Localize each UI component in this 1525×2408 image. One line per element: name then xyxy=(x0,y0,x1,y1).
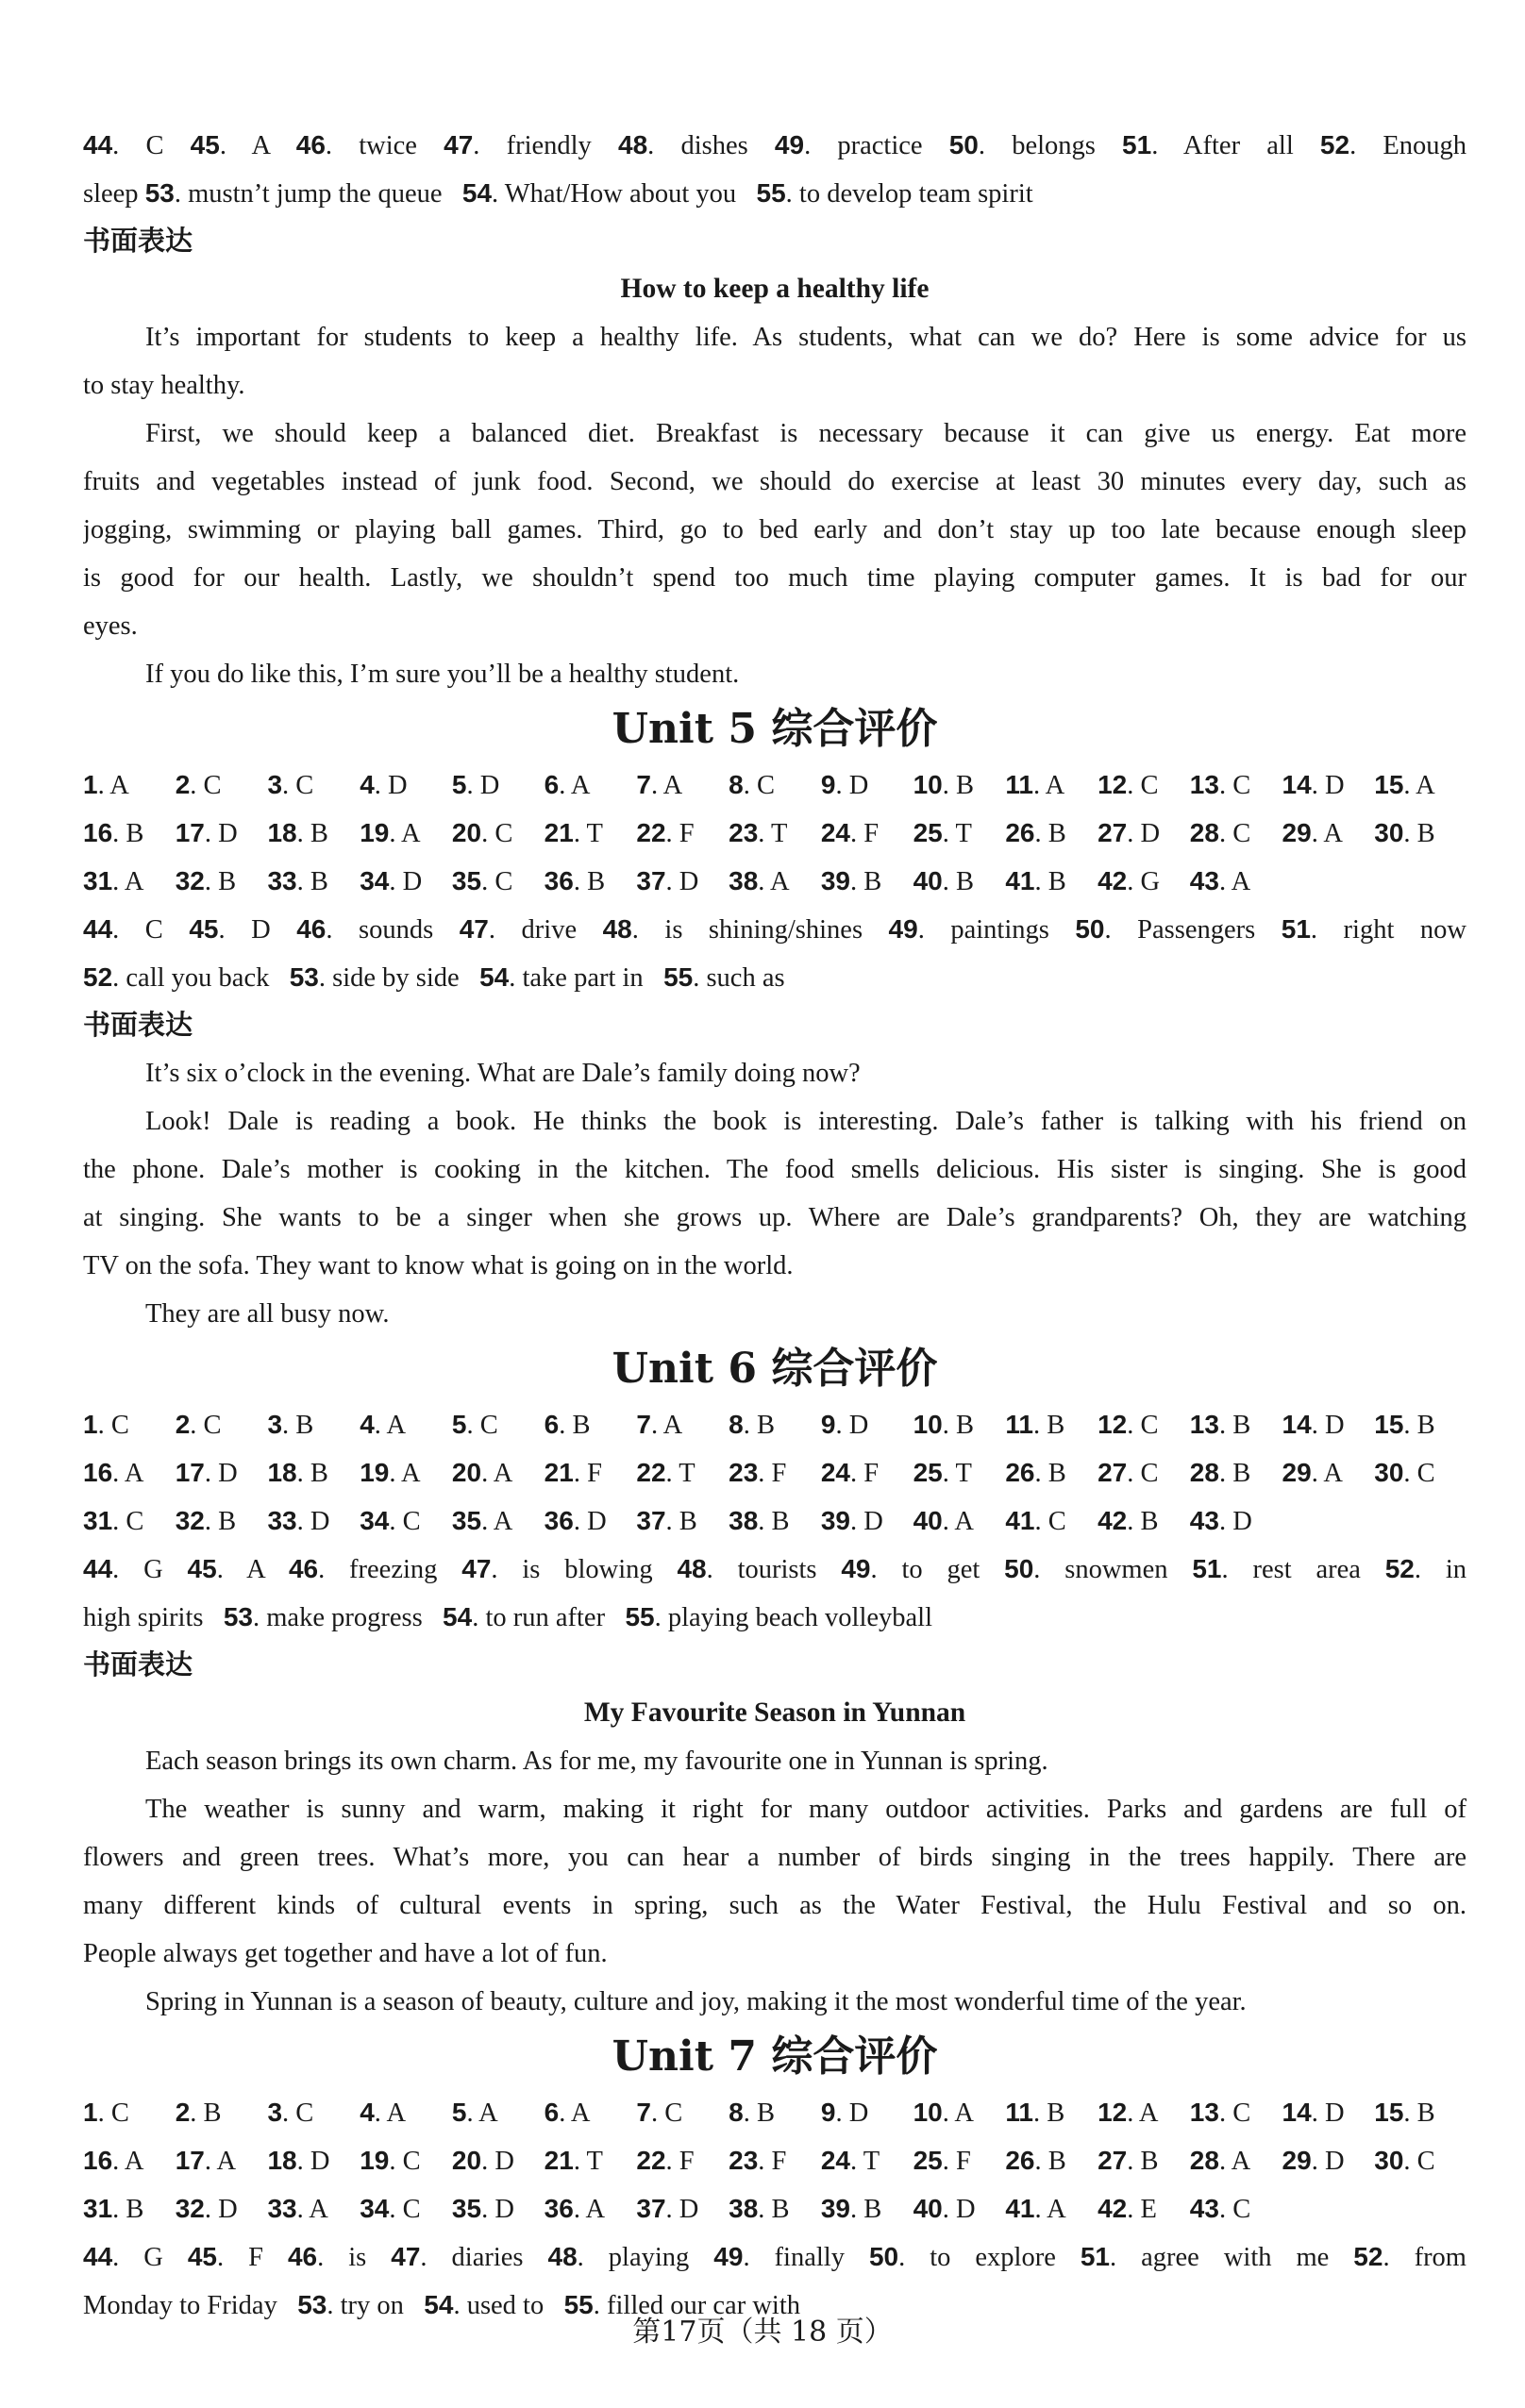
answer-item: 24. T xyxy=(820,2146,880,2176)
answer-item: 43. C xyxy=(1189,2194,1251,2224)
answer-item: 4. A xyxy=(360,1410,407,1440)
answers-row: sleep 53. mustn’t jump the queue 54. What/How about you 55. to develop team spirit xyxy=(83,178,1033,209)
answer-item: 35. D xyxy=(451,2194,514,2224)
answer-item: 3. C xyxy=(267,2098,314,2128)
essay-line: to stay healthy. xyxy=(83,371,245,400)
answer-item: 1. C xyxy=(83,2098,129,2128)
answers-row: 44. C 45. D 46. sounds 47. drive 48. is shining/shines 49. paintings 50. Passengers 51. right now xyxy=(83,914,1466,945)
answer-item: 11. A xyxy=(1005,770,1065,800)
answer-item: 4. D xyxy=(360,770,408,800)
essay-line: Spring in Yunnan is a season of beauty, culture and joy, making it the most wonderful time of the year. xyxy=(145,1987,1247,2016)
essay-line: jogging, swimming or playing ball games. Third, go to bed early and don’t stay up too late because enough sleep xyxy=(83,515,1466,544)
essay-body xyxy=(83,313,1466,698)
answer-item: 28. B xyxy=(1189,1458,1251,1488)
answer-item: 34. D xyxy=(360,866,423,896)
answer-item: 3. B xyxy=(267,1410,314,1440)
answer-item: 35. C xyxy=(451,866,513,896)
answer-item: 38. B xyxy=(729,1506,790,1536)
answer-item: 30. C xyxy=(1374,1458,1435,1488)
answers-row: 44. G 45. A 46. freezing 47. is blowing 48. tourists 49. to get 50. snowmen 51. rest area 52. in xyxy=(83,1554,1466,1584)
answer-item: 17. A xyxy=(175,2146,237,2176)
answer-item: 23. F xyxy=(729,2146,787,2176)
answer-item: 19. A xyxy=(360,818,421,848)
essay-body xyxy=(83,1737,1466,2026)
answer-item: 31. B xyxy=(83,2194,144,2224)
answer-item: 37. D xyxy=(636,2194,699,2224)
answer-item: 12. A xyxy=(1098,2098,1159,2128)
essay-line: flowers and green trees. What’s more, you can hear a number of birds singing in the trees happily. There are xyxy=(83,1843,1466,1872)
answer-grid xyxy=(83,1400,1466,1545)
answer-item: 23. F xyxy=(729,1458,787,1488)
answer-item: 37. D xyxy=(636,866,699,896)
answer-item: 41. B xyxy=(1005,866,1066,896)
answer-item: 5. C xyxy=(451,1410,498,1440)
answer-item: 25. T xyxy=(913,1458,972,1488)
answer-item: 31. C xyxy=(83,1506,144,1536)
answer-item: 39. D xyxy=(820,1506,883,1536)
answer-item: 12. C xyxy=(1098,770,1159,800)
answers-row: 44. C 45. A 46. twice 47. friendly 48. dishes 49. practice 50. belongs 51. After all 52. Enough xyxy=(83,130,1466,160)
answer-item: 36. D xyxy=(544,1506,607,1536)
answer-item: 4. A xyxy=(360,2098,407,2128)
answer-item: 23. T xyxy=(729,818,788,848)
answer-item: 8. C xyxy=(729,770,775,800)
essay-line: eyes. xyxy=(83,611,138,641)
answer-item: 21. T xyxy=(544,2146,603,2176)
answer-item: 26. B xyxy=(1005,2146,1066,2176)
answer-item: 25. T xyxy=(913,818,972,848)
essay-line: First, we should keep a balanced diet. Breakfast is necessary because it can give us energy. Eat more xyxy=(145,419,1466,448)
answer-item: 30. B xyxy=(1374,818,1435,848)
essay-line: many different kinds of cultural events in spring, such as the Water Festival, the Hulu Festival and so on. xyxy=(83,1891,1466,1920)
answer-item: 20. A xyxy=(451,1458,513,1488)
answer-item: 15. B xyxy=(1374,1410,1435,1440)
answer-item: 5. D xyxy=(451,770,500,800)
answer-item: 16. B xyxy=(83,818,144,848)
answer-item: 21. F xyxy=(544,1458,602,1488)
answer-item: 20. D xyxy=(451,2146,514,2176)
answer-item: 2. C xyxy=(175,770,222,800)
answer-item: 27. C xyxy=(1098,1458,1159,1488)
answer-item: 14. D xyxy=(1282,1410,1345,1440)
answer-item: 38. B xyxy=(729,2194,790,2224)
answers-row: high spirits 53. make progress 54. to run after 55. playing beach volleyball xyxy=(83,1602,933,1632)
essay-line: It’s important for students to keep a healthy life. As students, what can we do? Here is some advice for us xyxy=(145,323,1466,352)
answer-item: 24. F xyxy=(820,1458,880,1488)
answer-item: 19. A xyxy=(360,1458,421,1488)
answer-item: 9. D xyxy=(820,770,869,800)
answer-item: 34. C xyxy=(360,1506,421,1536)
answer-item: 36. A xyxy=(544,2194,606,2224)
answer-item: 13. C xyxy=(1189,2098,1251,2128)
essay-line: They are all busy now. xyxy=(145,1299,390,1329)
answer-item: 2. B xyxy=(175,2098,222,2128)
answer-item: 19. C xyxy=(360,2146,421,2176)
answer-item: 35. A xyxy=(451,1506,513,1536)
section-heading: 书面表达 xyxy=(83,225,193,257)
answer-item: 25. F xyxy=(913,2146,971,2176)
answer-item: 39. B xyxy=(820,2194,882,2224)
page-footer: 第17页（共 18 页） xyxy=(632,2316,893,2349)
answer-item: 41. C xyxy=(1005,1506,1066,1536)
answer-item: 14. D xyxy=(1282,2098,1345,2128)
answer-item: 6. B xyxy=(544,1410,591,1440)
answer-item: 40. A xyxy=(913,1506,975,1536)
essay-line: People always get together and have a lot of fun. xyxy=(83,1939,608,1968)
answer-grid xyxy=(83,761,1466,905)
section-heading: 书面表达 xyxy=(83,1648,193,1681)
answers-row: 52. call you back 53. side by side 54. take part in 55. such as xyxy=(83,962,785,993)
answer-item: 18. D xyxy=(267,2146,330,2176)
answer-item: 32. B xyxy=(175,1506,237,1536)
answer-item: 28. A xyxy=(1189,2146,1251,2176)
essay-line: Each season brings its own charm. As for me, my favourite one in Yunnan is spring. xyxy=(145,1747,1048,1776)
answer-item: 10. B xyxy=(913,1410,975,1440)
answer-item: 10. B xyxy=(913,770,975,800)
answer-item: 10. A xyxy=(913,2098,975,2128)
answer-item: 42. E xyxy=(1098,2194,1157,2224)
answer-item: 7. A xyxy=(636,1410,683,1440)
answer-item: 14. D xyxy=(1282,770,1345,800)
answer-item: 32. D xyxy=(175,2194,238,2224)
essay-line: The weather is sunny and warm, making it right for many outdoor activities. Parks and gardens are full of xyxy=(145,1795,1466,1824)
answer-item: 43. A xyxy=(1189,866,1251,896)
answer-item: 40. D xyxy=(913,2194,976,2224)
answer-item: 33. B xyxy=(267,866,328,896)
answer-item: 22. F xyxy=(636,818,695,848)
essay-line: If you do like this, I’m sure you’ll be a healthy student. xyxy=(145,660,740,689)
answer-item: 9. D xyxy=(820,1410,869,1440)
answer-item: 36. B xyxy=(544,866,606,896)
answer-item: 18. B xyxy=(267,1458,328,1488)
answer-item: 33. D xyxy=(267,1506,330,1536)
answer-item: 13. C xyxy=(1189,770,1251,800)
essay-title: How to keep a healthy life xyxy=(620,274,930,304)
unit-title: Unit 7 综合评价 xyxy=(612,2032,938,2081)
answer-item: 41. A xyxy=(1005,2194,1066,2224)
answer-item: 28. C xyxy=(1189,818,1251,848)
answer-item: 6. A xyxy=(544,770,591,800)
answer-item: 27. B xyxy=(1098,2146,1159,2176)
answer-item: 20. C xyxy=(451,818,513,848)
essay-line: TV on the sofa. They want to know what is going on in the world. xyxy=(83,1251,794,1280)
essay-line: the phone. Dale’s mother is cooking in the kitchen. The food smells delicious. His sister is singing. She is good xyxy=(83,1155,1466,1184)
answer-item: 7. A xyxy=(636,770,683,800)
answer-item: 29. A xyxy=(1282,1458,1343,1488)
answer-item: 43. D xyxy=(1189,1506,1252,1536)
answer-item: 22. F xyxy=(636,2146,695,2176)
answer-item: 39. B xyxy=(820,866,882,896)
answer-item: 7. C xyxy=(636,2098,683,2128)
answer-item: 30. C xyxy=(1374,2146,1435,2176)
answer-item: 16. A xyxy=(83,2146,144,2176)
essay-line: Look! Dale is reading a book. He thinks the book is interesting. Dale’s father is talking with his friend on xyxy=(145,1107,1466,1136)
answer-item: 5. A xyxy=(451,2098,498,2128)
answer-item: 1. C xyxy=(83,1410,129,1440)
answer-item: 11. B xyxy=(1005,1410,1065,1440)
answer-item: 42. G xyxy=(1098,866,1161,896)
answer-item: 34. C xyxy=(360,2194,421,2224)
answer-item: 3. C xyxy=(267,770,314,800)
essay-body xyxy=(83,1049,1466,1338)
answer-item: 8. B xyxy=(729,1410,775,1440)
answer-item: 24. F xyxy=(820,818,880,848)
essay-line: at singing. She wants to be a singer when she grows up. Where are Dale’s grandparents? Oh, they are watching xyxy=(83,1203,1466,1232)
answer-item: 40. B xyxy=(913,866,975,896)
answer-item: 38. A xyxy=(729,866,790,896)
essay-line: is good for our health. Lastly, we shouldn’t spend too much time playing computer games. It is bad for our xyxy=(83,563,1466,593)
answers-row: Monday to Friday 53. try on 54. used to 55. filled our car with xyxy=(83,2290,800,2320)
answer-item: 27. D xyxy=(1098,818,1161,848)
answers-row: 44. G 45. F 46. is 47. diaries 48. playing 49. finally 50. to explore 51. agree with me 52. from xyxy=(83,2242,1466,2272)
answer-item: 37. B xyxy=(636,1506,697,1536)
answer-item: 16. A xyxy=(83,1458,144,1488)
answer-item: 13. B xyxy=(1189,1410,1251,1440)
answer-item: 29. D xyxy=(1282,2146,1345,2176)
answer-item: 33. A xyxy=(267,2194,328,2224)
answer-item: 26. B xyxy=(1005,818,1066,848)
answer-item: 18. B xyxy=(267,818,328,848)
essay-line: It’s six o’clock in the evening. What are Dale’s family doing now? xyxy=(145,1059,861,1088)
answer-item: 29. A xyxy=(1282,818,1343,848)
answer-item: 32. B xyxy=(175,866,237,896)
essay-line: fruits and vegetables instead of junk food. Second, we should do exercise at least 30 minutes every day, such as xyxy=(83,467,1466,496)
answer-item: 11. B xyxy=(1005,2098,1065,2128)
answer-item: 26. B xyxy=(1005,1458,1066,1488)
unit-title: Unit 5 综合评价 xyxy=(612,705,938,753)
answer-item: 1. A xyxy=(83,770,129,800)
answer-item: 21. T xyxy=(544,818,603,848)
answer-item: 22. T xyxy=(636,1458,695,1488)
unit-title: Unit 6 综合评价 xyxy=(612,1345,938,1393)
essay-title: My Favourite Season in Yunnan xyxy=(583,1697,966,1728)
answer-item: 17. D xyxy=(175,818,238,848)
content-column xyxy=(83,121,1466,2329)
answer-item: 42. B xyxy=(1098,1506,1159,1536)
answer-grid xyxy=(83,2088,1466,2232)
section-heading: 书面表达 xyxy=(83,1009,193,1041)
answer-item: 6. A xyxy=(544,2098,591,2128)
answer-item: 15. B xyxy=(1374,2098,1435,2128)
answer-item: 9. D xyxy=(820,2098,869,2128)
answer-item: 15. A xyxy=(1374,770,1435,800)
answer-item: 17. D xyxy=(175,1458,238,1488)
answer-item: 2. C xyxy=(175,1410,222,1440)
answer-item: 8. B xyxy=(729,2098,775,2128)
answer-item: 12. C xyxy=(1098,1410,1159,1440)
answer-item: 31. A xyxy=(83,866,144,896)
